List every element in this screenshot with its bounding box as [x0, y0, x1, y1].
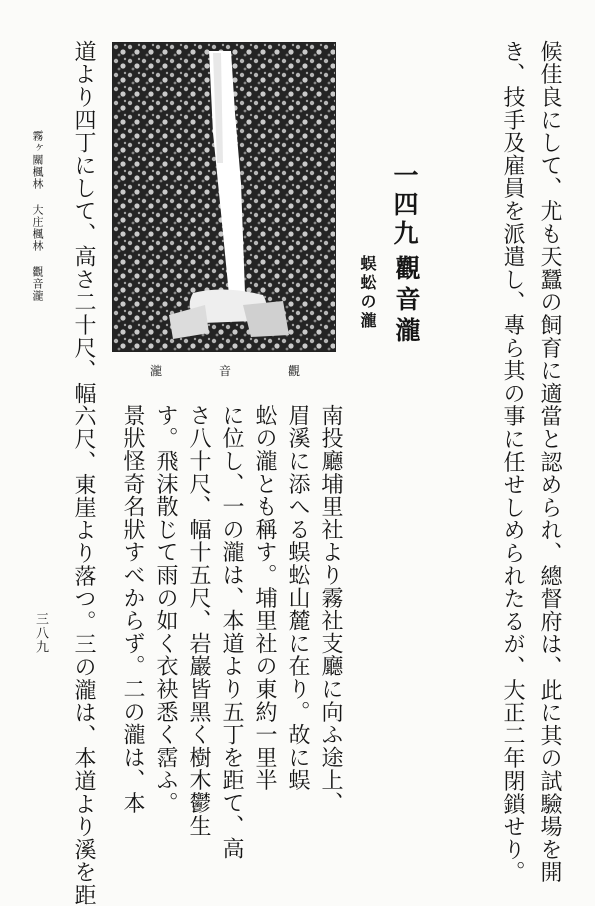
running-head-item: 觀音瀧 — [31, 266, 44, 302]
photo-caption — [150, 362, 300, 379]
section-number: 一四九 — [390, 162, 419, 249]
running-head-item: 霧ヶ關楓林 — [31, 130, 44, 190]
body-text-line: さ八十尺、幅十五尺、岩巖皆黑く樹木鬱生 — [186, 404, 211, 838]
body-text-line: に位し、一の瀧は、本道より五丁を距て、高 — [219, 404, 244, 860]
page-number: 三八九 — [33, 612, 48, 654]
body-text-line: 蚣の瀧とも稱す。埔里社の東約一里半 — [252, 404, 277, 792]
body-text-line: 道より四丁にして、高さ二十尺、幅六尺、東崖より落つ。三の瀧は、本道より溪を距 — [71, 40, 96, 906]
body-text-line: 南投廳埔里社より霧社支廳に向ふ途上、 — [318, 404, 343, 815]
body-text-line: き、技手及雇員を派遣し、專ら其の事に任せしめられたるが、大正二年閉鎖せり。 — [500, 40, 525, 884]
waterfall-image — [113, 43, 335, 351]
body-text-line: 候佳良にして、尤も天蠶の飼育に適當と認められ、總督府は、此に其の試驗場を開 — [537, 40, 562, 884]
caption-char: 音 — [218, 364, 231, 378]
running-head — [32, 130, 43, 302]
body-text-line: す。飛沫散じて雨の如く衣袂悉く霑ふ。 — [153, 404, 178, 815]
waterfall-photo — [112, 42, 336, 352]
caption-char: 觀 — [287, 364, 300, 378]
section-title: 觀音瀧 — [392, 255, 421, 348]
body-text-line: 眉溪に添へる蜈蚣山麓に在り。故に蜈 — [285, 404, 310, 792]
body-text-line: 景狀怪奇名狀すべからず。二の瀧は、本 — [120, 404, 145, 815]
section-subtitle: 蜈蚣の瀧 — [358, 255, 377, 331]
running-head-item: 大庄楓林 — [31, 204, 44, 252]
caption-char: 瀧 — [150, 364, 163, 378]
